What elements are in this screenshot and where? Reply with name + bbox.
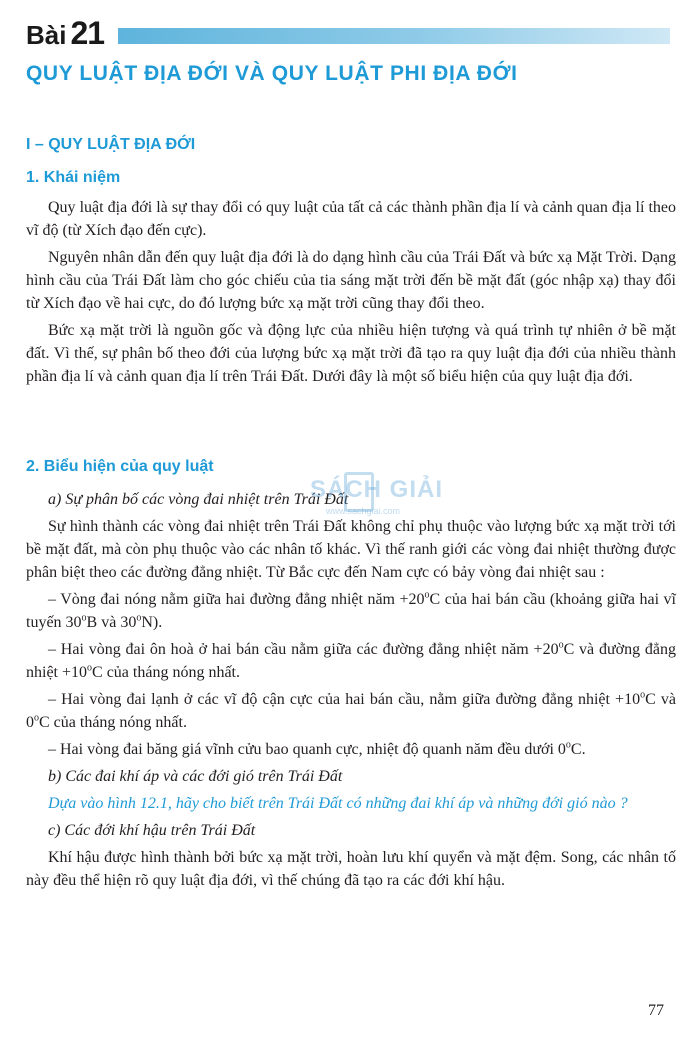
lesson-number: 21: [70, 15, 105, 51]
concept-paragraph-3: Bức xạ mặt trời là nguồn gốc và động lực của nhiều hiện tượng và quá trình tự nhiên ở bề mặt đất. Vì thế, sự phân bố theo đới của lượng bức xạ mặt trời đã tạo ra quy luật địa đới của nhiều thành phần địa lí và cảnh quan địa lí trên Trái Đất. Dưới đây là một số biểu hiện của quy luật địa đới.: [26, 322, 676, 385]
manifestations-heading: 2. Biểu hiện của quy luật: [26, 458, 214, 475]
pressure-belts-heading: b) Các đai khí áp và các đới gió trên Trái Đất: [48, 768, 343, 785]
lesson-title: QUY LUẬT ĐỊA ĐỚI VÀ QUY LUẬT PHI ĐỊA ĐỚI: [26, 62, 518, 85]
watermark-text: SÁCH GIẢI: [310, 476, 444, 503]
watermark-url: www.sachgiai.com: [326, 506, 401, 516]
cold-belt-item: – Hai vòng đai lạnh ở các vĩ độ cận cực của hai bán cầu, nằm giữa đường đẳng nhiệt $+10^oC$ và 0$^o$C của tháng nóng nhất.: [26, 689, 676, 731]
heat-belts-intro: Sự hình thành các vòng đai nhiệt trên Trái Đất không chỉ phụ thuộc vào lượng bức xạ mặt trời tới bề mặt đất, mà còn phụ thuộc vào các nhân tố khác. Vì thế ranh giới các vòng đai nhiệt thường được phân biệt theo các đường đẳng nhiệt. Từ Bắc cực đến Nam cực có bảy vòng đai nhiệt sau :: [26, 518, 676, 581]
lesson-label: [26, 15, 105, 55]
lesson-header-bar: [118, 28, 670, 44]
concept-paragraph-2: Nguyên nhân dẫn đến quy luật địa đới là do dạng hình cầu của Trái Đất và bức xạ Mặt Trời. Dạng hình cầu của Trái Đất làm cho góc chiếu của tia sáng mặt trời đến bề mặt đất (góc nhập xạ) thay đổi từ Xích đạo về hai cực, do đó lượng bức xạ mặt trời cũng thay đổi theo.: [26, 249, 676, 312]
lesson-header: [26, 14, 672, 50]
climate-zones-text: Khí hậu được hình thành bởi bức xạ mặt trời, hoàn lưu khí quyển và mặt đệm. Song, các nhân tố này đều thể hiện rõ quy luật địa đới, vì thế chúng đã tạo ra các đới khí hậu.: [26, 849, 676, 889]
section-heading: I – QUY LUẬT ĐỊA ĐỚI: [26, 136, 196, 153]
frost-belt-item: – Hai vòng đai băng giá vĩnh cửu bao quanh cực, nhiệt độ quanh năm đều dưới 0$^o$C.: [48, 739, 586, 758]
heat-belts-heading: a) Sự phân bố các vòng đai nhiệt trên Trái Đất: [48, 491, 349, 508]
lesson-word: Bài: [26, 20, 67, 50]
page-number: 77: [648, 1002, 664, 1019]
pressure-belts-question: Dựa vào hình 12.1, hãy cho biết trên Trái Đất có những đai khí áp và những đới gió nào ?: [48, 795, 628, 812]
hot-belt-item: – Vòng đai nóng nằm giữa hai đường đẳng nhiệt năm $+20^oC$ của hai bán cầu (khoảng giữa hai vĩ tuyến 30$^o$B và 30$^o$N).: [26, 589, 676, 631]
concept-paragraph-1: Quy luật địa đới là sự thay đổi có quy luật của tất cả các thành phần địa lí và cảnh quan địa lí theo vĩ độ (từ Xích đạo đến cực).: [26, 199, 676, 239]
temperate-belt-item: – Hai vòng đai ôn hoà ở hai bán cầu nằm giữa các đường đẳng nhiệt năm $+20^oC$ và đường đẳng nhiệt $+10^oC$ của tháng nóng nhất.: [26, 639, 676, 681]
concept-text: [26, 196, 676, 392]
manifestations-text: [26, 488, 676, 896]
climate-zones-heading: c) Các đới khí hậu trên Trái Đất: [48, 822, 256, 839]
concept-heading: 1. Khái niệm: [26, 169, 121, 186]
